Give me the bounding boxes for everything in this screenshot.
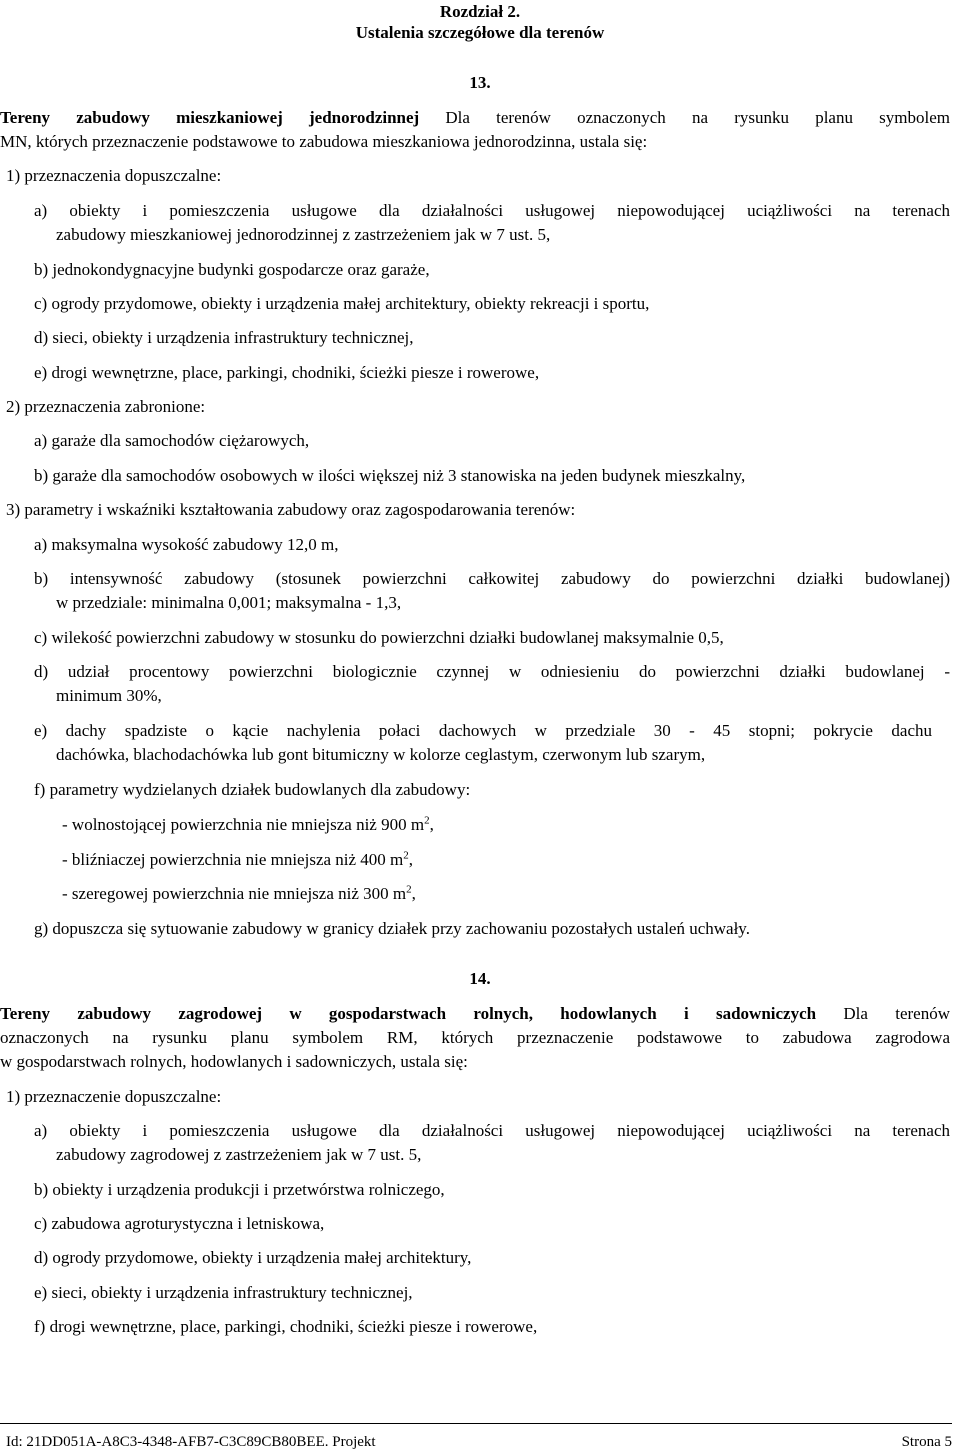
chapter-subtitle: Ustalenia szczegółowe dla terenów xyxy=(355,23,605,42)
comma: , xyxy=(411,884,416,903)
s13-item-1: 1) przeznaczenia dopuszczalne: xyxy=(6,166,222,185)
s13-item-3f-semi xyxy=(62,850,413,870)
s13-item-1e: e) drogi wewnętrzne, place, parkingi, chodniki, ścieżki piesze i rowerowe, xyxy=(34,363,540,382)
s13-item-1a-line1: a) obiekty i pomieszczenia usługowe dla działalności usługowej niepowodującej uciążliwości na terenach xyxy=(34,201,950,220)
s13-item-3g: g) dopuszcza się sytuowanie zabudowy w granicy działek przy zachowaniu pozostałych ustaleń uchwały. xyxy=(34,919,750,938)
s13-item-3f: f) parametry wydzielanych działek budowlanych dla zabudowy: xyxy=(34,780,471,799)
s14-item-1f: f) drogi wewnętrzne, place, parkingi, chodniki, ścieżki piesze i rowerowe, xyxy=(34,1317,538,1336)
s13-item-1a-line2: zabudowy mieszkaniowej jednorodzinnej z zastrzeżeniem jak w 7 ust. 5, xyxy=(56,225,551,244)
s14-item-1d: d) ogrody przydomowe, obiekty i urządzenia małej architektury, xyxy=(34,1248,472,1267)
comma: , xyxy=(408,850,414,869)
s13-item-1b: b) jednokondygnacyjne budynki gospodarcze oraz garaże, xyxy=(34,260,430,279)
s14-item-1c: c) zabudowa agroturystyczna i letniskowa, xyxy=(34,1214,325,1233)
s13-item-3f-detached xyxy=(62,815,434,835)
section-13-intro-line2: MN, których przeznaczenie podstawowe to zabudowa mieszkaniowa jednorodzinna, ustala się: xyxy=(0,132,648,151)
s13-item-2b: b) garaże dla samochodów osobowych w ilości większej niż 3 stanowiska na jeden budynek mieszkalny, xyxy=(34,466,746,485)
section-13-intro-line1 xyxy=(0,108,950,128)
section-13-intro-rest: Dla terenów oznaczonych na rysunku planu symbolem xyxy=(419,108,950,127)
superscript: 2 xyxy=(424,814,430,827)
footer-divider xyxy=(0,1423,952,1424)
section-14-intro-line3: w gospodarstwach rolnych, hodowlanych i sadowniczych, ustala się: xyxy=(0,1052,468,1071)
s13-item-2a: a) garaże dla samochodów ciężarowych, xyxy=(34,431,310,450)
superscript: 2 xyxy=(403,849,409,862)
section-14-number: 14. xyxy=(469,969,491,988)
section-14-intro-line2: oznaczonych na rysunku planu symbolem RM, których przeznaczenie podstawowe to zabudowa zagrodowa xyxy=(0,1028,950,1047)
s13-item-3f-detached-text: - wolnostojącej powierzchnia nie mniejsza niż 900 m xyxy=(62,815,425,834)
footer-id: Id: 21DD051A-A8C3-4348-AFB7-C3C89CB80BEE. Projekt xyxy=(6,1434,376,1450)
s14-item-1b: b) obiekty i urządzenia produkcji i przetwórstwa rolniczego, xyxy=(34,1180,445,1199)
s13-item-3b-line1: b) intensywność zabudowy (stosunek powierzchni całkowitej zabudowy do powierzchni działki budowlanej) xyxy=(34,569,950,588)
s14-item-1a-line2: zabudowy zagrodowej z zastrzeżeniem jak w 7 ust. 5, xyxy=(56,1145,422,1164)
s13-item-3d-line1: d) udział procentowy powierzchni biologicznie czynnej w odniesieniu do powierzchni działki budowlanej - xyxy=(34,662,950,681)
superscript: 2 xyxy=(406,883,412,896)
s13-item-1d: d) sieci, obiekty i urządzenia infrastruktury technicznej, xyxy=(34,328,414,347)
comma: , xyxy=(429,815,434,834)
s13-item-3b-line2: w przedziale: minimalna 0,001; maksymalna - 1,3, xyxy=(56,593,402,612)
section-13-number: 13. xyxy=(469,73,491,92)
section-14-heading: Tereny zabudowy zagrodowej w gospodarstwach rolnych, hodowlanych i sadowniczych xyxy=(0,1004,817,1023)
s13-item-3f-semi-text: - bliźniaczej powierzchnia nie mniejsza niż 400 m xyxy=(62,850,404,869)
s14-item-1e: e) sieci, obiekty i urządzenia infrastruktury technicznej, xyxy=(34,1283,413,1302)
section-14-intro-line1 xyxy=(0,1004,950,1024)
s13-item-3c: c) wilekość powierzchni zabudowy w stosunku do powierzchni działki budowlanej maksymalnie 0,5, xyxy=(34,628,724,647)
s13-item-1c: c) ogrody przydomowe, obiekty i urządzenia małej architektury, obiekty rekreacji i sportu, xyxy=(34,294,650,313)
s13-item-3e-line2: dachówka, blachodachówka lub gont bitumiczny w kolorze ceglastym, czerwonym lub szarym, xyxy=(56,745,706,764)
s14-item-1a-line1: a) obiekty i pomieszczenia usługowe dla działalności usługowej niepowodującej uciążliwości na terenach xyxy=(34,1121,950,1140)
s13-item-2: 2) przeznaczenia zabronione: xyxy=(6,397,206,416)
section-14-intro-rest: Dla terenów xyxy=(816,1004,950,1023)
s13-item-3d-line2: minimum 30%, xyxy=(56,686,162,705)
s14-item-1: 1) przeznaczenie dopuszczalne: xyxy=(6,1087,222,1106)
chapter-title: Rozdział 2. xyxy=(439,2,521,21)
s13-item-3a: a) maksymalna wysokość zabudowy 12,0 m, xyxy=(34,535,339,554)
s13-item-3f-terraced xyxy=(62,884,416,904)
footer-page-number: Strona 5 xyxy=(901,1434,952,1450)
section-13-heading: Tereny zabudowy mieszkaniowej jednorodzinnej xyxy=(0,108,420,127)
s13-item-3f-terraced-text: - szeregowej powierzchnia nie mniejsza niż 300 m xyxy=(62,884,407,903)
s13-item-3: 3) parametry i wskaźniki kształtowania zabudowy oraz zagospodarowania terenów: xyxy=(6,500,576,519)
s13-item-3e-line1: e) dachy spadziste o kącie nachylenia połaci dachowych w przedziale 30 - 45 stopni; pokrycie dachu xyxy=(34,721,932,740)
